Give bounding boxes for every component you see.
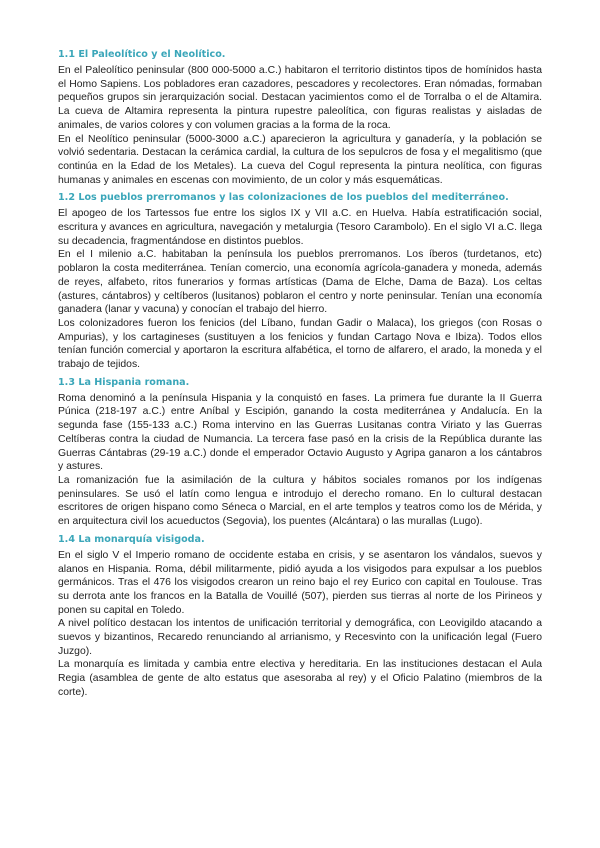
section-paleolitico-neolitico <box>58 48 542 187</box>
paragraph: La romanización fue la asimilación de la cultura y hábitos sociales romanos por los indígenas peninsulares. Se usó el latín como lengua e introdujo el derecho romano. En lo cultural destacan escritores de origen hispano como Séneca o Marcial, en el arte templos y teatros como los de Mérida, y en arquitectura civil los acueductos (Segovia), los puentes (Alcántara) o las murallas (Lugo). <box>58 474 542 528</box>
paragraph: En el Paleolítico peninsular (800 000-5000 a.C.) habitaron el territorio distintos tipos de homínidos hasta el Homo Sapiens. Los pobladores eran cazadores, pescadores y recolectores. Eran nómadas, formaban pequeños grupos sin jerarquización social. Destacan yacimientos como el de Torralba o el de Altamira. La cueva de Altamira representa la pintura rupestre paleolítica, con figuras realistas y aisladas de animales, de varios colores y con volumen gracias a la forma de la roca. <box>58 65 542 131</box>
section-monarquia-visigoda <box>58 533 542 700</box>
paragraph: A nivel político destacan los intentos de unificación territorial y demográfica, con Leovigildo atacando a suevos y bizantinos, Recaredo renunciando al arrianismo, y Recesvinto con la unificación legal (Fuero Juzgo). <box>58 618 542 657</box>
paragraph: En el siglo V el Imperio romano de occidente estaba en crisis, y se asentaron los vándalos, suevos y alanos en Hispania. Roma, débil militarmente, pidió ayuda a los visigodos para expulsar a los pueblos germánicos. Tras el 476 los visigodos crearon un reino bajo el rey Eurico con capital en Toulouse. Tras su derrota ante los francos en la Batalla de Vouillé (507), pierden sus tierras al norte de los Pirineos y ponen su capital en Toledo. <box>58 549 542 616</box>
section-heading: 1.3 La Hispania romana. <box>58 376 190 388</box>
paragraph: En el Neolítico peninsular (5000-3000 a.C.) aparecieron la agricultura y ganadería, y la población se volvió sedentaria. Destacan la cerámica cardial, la cultura de los sepulcros de fosa y el megalitismo (que continúa en la Edad de los Metales). La cueva del Cogul representa la pintura neolítica, con figuras humanas y animales en escenas con movimiento, de un color y más esquemáticas. <box>58 133 542 186</box>
section-heading: 1.1 El Paleolítico y el Neolítico. <box>58 49 226 60</box>
paragraph: Roma denominó a la península Hispania y la conquistó en fases. La primera fue durante la II Guerra Púnica (218-197 a.C.) entre Aníbal y Escipión, ganando la costa mediterránea y Andalucía. En la segunda fase (155-133 a.C.) Roma intervino en las Guerras Lusitanas contra Viriato y las Guerras Celtíberas contra la ciudad de Numancia. La tercera fase pasó en la crisis de la República durante las Guerras Cántabras (29-19 a.C.) donde el emperador Octavio Augusto y Agripa ganaron a los cántabros y astures. <box>58 392 542 473</box>
section-heading: 1.2 Los pueblos prerromanos y las colonizaciones de los pueblos del mediterráneo. <box>58 192 509 204</box>
document-page <box>58 48 542 704</box>
paragraph: Los colonizadores fueron los fenicios (del Líbano, fundan Gadir o Malaca), los griegos (con Rosas o Ampurias), y los cartagineses (sustituyen a los fenicios y fundan Cartago Nova e Ibiza). Todos ellos tenían función comercial y aportaron la escritura alfabética, el torno de alfarero, el arado, la moneda y el trabajo de tejidos. <box>58 317 542 371</box>
section-pueblos-prerromanos <box>58 191 542 371</box>
section-heading: 1.4 La monarquía visigoda. <box>58 533 205 545</box>
paragraph: En el I milenio a.C. habitaban la península los pueblos prerromanos. Los íberos (turdetanos, etc) poblaron la costa mediterránea. Tenían comercio, una economía agrícola-ganadera y moneda, además de reyes, alfabeto, ritos funerarios y formas artísticas (Dama de Elche, Dama de Baza). Los celtas (astures, cántabros) y celtíberos (lusitanos) poblaron el centro y norte peninsular. Tenían una economía ganadera (lanar y vacuna) y conocían el trabajo del hierro. <box>58 249 542 316</box>
section-hispania-romana <box>58 376 542 529</box>
paragraph: El apogeo de los Tartessos fue entre los siglos IX y VII a.C. en Huelva. Había estratificación social, escritura y avances en agricultura, navegación y metalurgia (Tesoro Carambolo). En el siglo VI a.C. llega su decadencia, fragmentándose en distintos pueblos. <box>58 208 542 247</box>
paragraph: La monarquía es limitada y cambia entre electiva y hereditaria. En las instituciones destacan el Aula Regia (asamblea de gente de alto estatus que asesoraba al rey) y el Oficio Palatino (miembros de la corte). <box>58 659 542 698</box>
